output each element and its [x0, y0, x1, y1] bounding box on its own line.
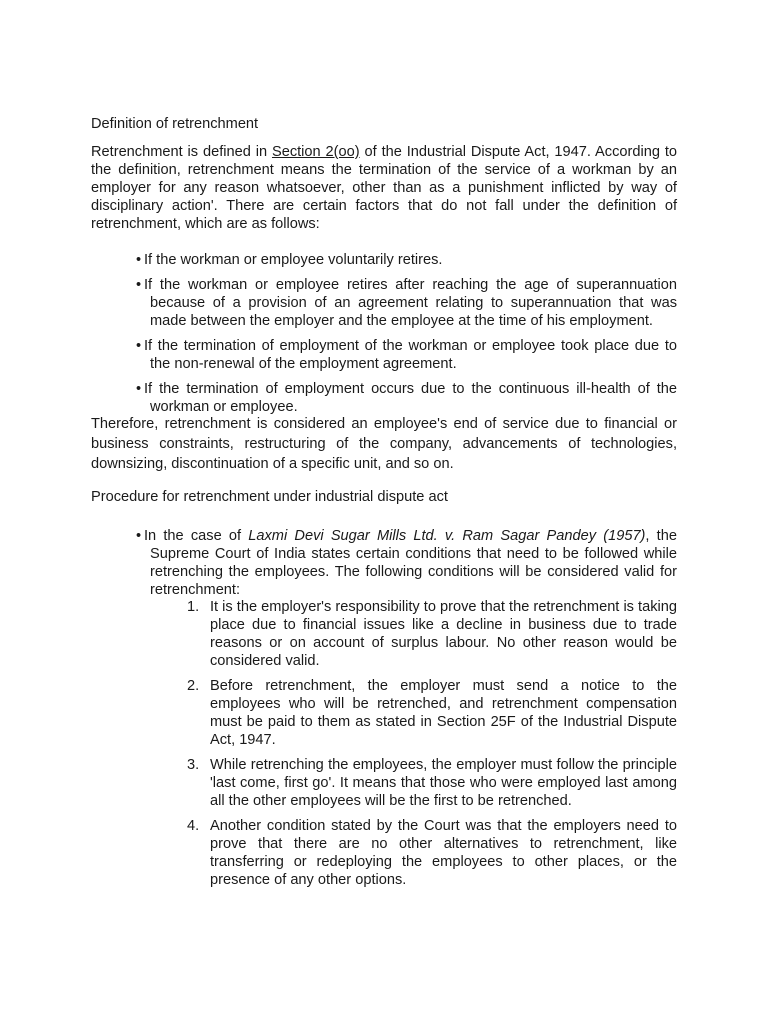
- bullet-icon: •: [136, 338, 142, 354]
- condition-text: Another condition stated by the Court was that the employers need to prove that there are no other alternatives to retrenchment, like transferring or redeploying the employees to other places, or the presence of any other options.: [210, 818, 677, 888]
- list-item: [91, 380, 677, 416]
- para1-after: of the Industrial Dispute Act, 1947. According to the definition, retrenchment means the termination of the service of a workman by an employer for any reason whatsoever, other than as a punishment inflicted by way of disciplinary action'. There are certain factors that do not fall under the definition of retrenchment, which are as follows:: [91, 144, 677, 232]
- condition-number: 4.: [187, 818, 200, 834]
- condition-text: Before retrenchment, the employer must send a notice to the employees who will be retrenched, and retrenchment compensation must be paid to them as stated in Section 25F of the Industrial Dispute Act, 1947.: [210, 678, 677, 748]
- list-item-text: If the workman or employee voluntarily retires.: [144, 252, 443, 268]
- list-item-text: If the termination of employment of the workman or employee took place due to the non-renewal of the employment agreement.: [144, 338, 677, 372]
- case-before: In the case of: [144, 528, 249, 544]
- condition-text: While retrenching the employees, the employer must follow the principle 'last come, first go'. It means that those who were employed last among all the other employees will be the first to be retrenched.: [210, 757, 677, 809]
- condition-item: [91, 756, 677, 810]
- list-item: [91, 337, 677, 373]
- procedure-list: [91, 527, 677, 599]
- list-item: [91, 276, 677, 330]
- conditions-list: [91, 598, 677, 889]
- condition-item: [91, 677, 677, 749]
- list-item: [91, 251, 677, 269]
- section-2oo-link[interactable]: Section 2(oo): [271, 144, 360, 160]
- case-after: , the Supreme Court of India states certain conditions that need to be followed while retrenching the employees. The following conditions will be considered valid for retrenchment:: [150, 528, 677, 598]
- case-name: Laxmi Devi Sugar Mills Ltd. v. Ram Sagar Pandey (1957): [248, 528, 646, 544]
- condition-item: [91, 817, 677, 889]
- condition-number: 1.: [187, 599, 200, 615]
- condition-text: It is the employer's responsibility to prove that the retrenchment is taking place due to financial issues like a decline in business due to trade reasons or on account of surplus labour. No other reason would be considered valid.: [210, 599, 677, 669]
- bullet-icon: •: [136, 277, 142, 293]
- condition-item: [91, 598, 677, 670]
- list-item-text: If the termination of employment occurs due to the continuous ill-health of the workman or employee.: [144, 381, 677, 415]
- list-item-text: If the workman or employee retires after reaching the age of superannuation because of a provision of an agreement relating to superannuation that was made between the employer and the employee at the time of his employment.: [144, 277, 677, 329]
- heading-definition: Definition of retrenchment: [91, 116, 259, 132]
- exclusions-list: [91, 251, 677, 416]
- bullet-icon: •: [136, 381, 142, 397]
- condition-number: 2.: [187, 678, 200, 694]
- para1-before: Retrenchment is defined in: [91, 144, 272, 160]
- condition-number: 3.: [187, 757, 200, 773]
- bullet-icon: •: [136, 528, 142, 544]
- paragraph-therefore: Therefore, retrenchment is considered an employee's end of service due to financial or business constraints, restructuring of the company, advancements of technologies, downsizing, discontinuation of a specific unit, and so on.: [91, 416, 677, 472]
- list-item: [91, 527, 677, 599]
- bullet-icon: •: [136, 252, 142, 268]
- heading-procedure: Procedure for retrenchment under industrial dispute act: [91, 489, 448, 505]
- paragraph-definition: [91, 143, 677, 233]
